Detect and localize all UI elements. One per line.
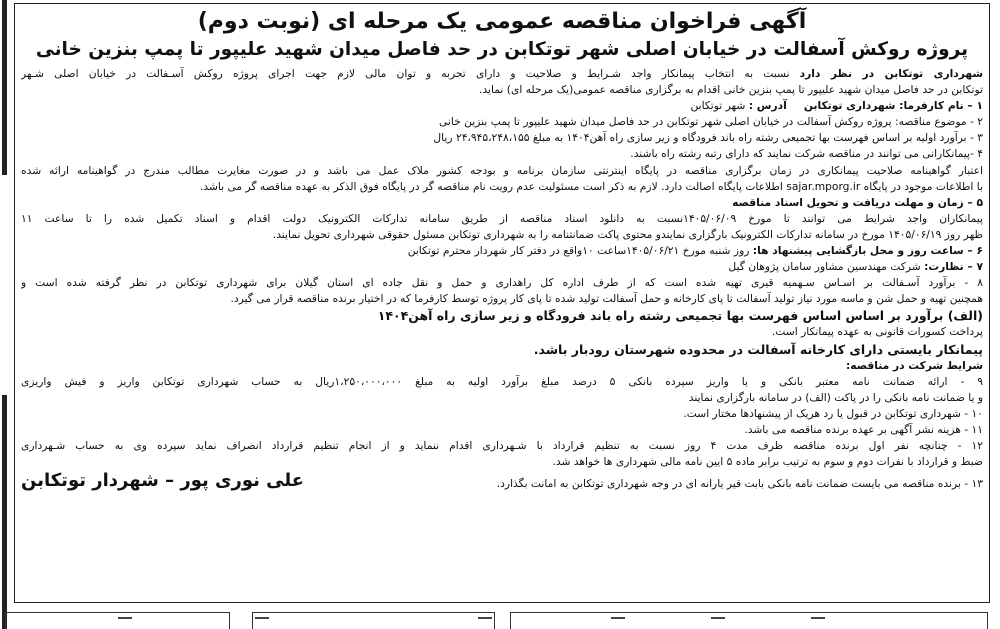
employer-label: ۱ – نام کارفرما: شهرداری توتکابن <box>803 99 983 113</box>
notice-frame <box>14 3 990 603</box>
intro-line-1 <box>21 66 983 82</box>
adjacent-notice-frame <box>510 612 988 629</box>
section6-value: روز شنبه مورخ ۱۴۰۵/۰۶/۲۱ساعت ۱۰واقع در دفتر کار شهردار محترم توتکابن <box>407 244 753 258</box>
condition-9-line-1: ۹ - ارائه ضمانت نامه معتبر بانکی و یا واریز سپرده بانکی ۵ درصد مبلغ برآورد اولیه به مبلغ ۱،۲۵۰،۰۰۰،۰۰۰ریال به حساب شهرداری توتکابن واریز و فیش واریزی <box>21 374 983 388</box>
section8-line-1: ۸ - برآورد آسـفالت بر اسـاس سـهمیه قیری تهیه شده است که از طرف اداره کل راهداری و حمل و نقل جاده ای استان گیلان برای شهرداری توتکابن در نظر گرفته شده است و <box>21 276 983 290</box>
adjacent-notice-edge <box>0 0 12 629</box>
section5-line-2: ظهر روز ۱۴۰۵/۰۶/۱۹ مورخ در سامانه تدارکات الکترونیک بارگزاری نمایندو محتوی پاکت ضمانتنامه را به شهرداری توتکابن مسئول حقوقی شهرداری تحویل نمایند. <box>272 227 983 241</box>
intro-rest: نسبت به انتخاب پیمانکار واجد شـرایط و صلاحیت و دارای تجربه و توان مالی لازم جهت اجرای پروژه روکش آسـفالت در خیابان اصلی شـهر <box>21 67 800 80</box>
address-value: شهر توتکابن <box>690 99 749 113</box>
section5-line-1: پیمانکاران واجد شرایط می توانند تا مورخ ۱۴۰۵/۰۶/۰۹نسبت به دانلود اسناد مناقصه از طریق سامانه تدارکات الکترونیک دولت اقدام و اسناد تکمیل شده را تا ساعت ۱۱ <box>21 211 983 225</box>
validity-line-1: اعتبار گواهینامه صلاحیت پیمانکاری در زمان برگزاری مناقصه در پایگاه اینترنتی سازمان برنامه و بودجه کشور ملاک عمل می باشد و در صورت مغایرت مطالب مندرج در گواهینامه ارائه شده <box>21 163 983 177</box>
signature: علی نوری پور – شهردار توتکابن <box>21 470 305 492</box>
section8-line-2: همچنین تهیه و حمل شن و ماسه مورد نیاز تولید آسفالت تا پای کارخانه و حمل آسفالت تولید شده تا پای کار پروژه توسط کارفرما که در اختیار برنده مناقصه قرار می گیرد. <box>230 292 983 306</box>
address-label: آدرس : <box>748 99 787 113</box>
intro-line-2: توتکابن در حد فاصل میدان شهید علیپور تا پمپ بنزین خانی اقدام به برگزاری مناقصه عمومی(یک مرحله ای) نماید. <box>479 83 983 97</box>
notice-body <box>21 7 983 600</box>
condition-10: ۱۰ - شهرداری توتکابن در قبول یا رد هریک از پیشنهادها مختار است. <box>683 406 983 420</box>
closing-row <box>21 470 983 492</box>
condition-12-line-1: ۱۲ - چنانچه نفر اول برنده مناقصه ظرف مدت ۴ روز نسبت به تنظیم قرارداد با شـهرداری اقدام ننماید و از انجام تنظیم قرارداد انصراف نماید سپرده وی به حساب شـهرداری <box>21 438 983 452</box>
condition-11: ۱۱ - هزینه نشر آگهی بر عهده برنده مناقصه می باشد. <box>744 422 983 436</box>
section7-label: ۷ – نظارت: <box>924 260 983 274</box>
clause-a: (الف) برآورد بر اساس اساس فهرست بها تجمیعی رشته راه باند فرودگاه و زیر سازی راه آهن۱۴۰۴ <box>377 308 983 324</box>
adjacent-border-bottom <box>2 395 7 629</box>
section7-value: شرکت مهندسین مشاور سامان پژوهان گیل <box>728 260 925 274</box>
notice-subtitle: پروژه روکش آسفالت در خیابان اصلی شهر توتکابن در حد فاصل میدان شهید علیپور تا پمپ بنزین خانی <box>35 39 969 60</box>
subject-line: ۲ - موضوع مناقصه: پروژه روکش آسفالت در خیابان اصلی شهر توتکابن در حد فاصل میدان شهید علیپور تا پمپ بنزین خانی <box>439 115 983 129</box>
adjacent-notice-frame <box>252 612 495 629</box>
estimate-line: ۳ - برآورد اولیه بر اساس فهرست بها تجمیعی رشته راه باند فرودگاه و زیر سازی راه آهن۱۴۰۴ به مبلغ ۲۴،۹۴۵،۲۴۸،۱۵۵ ریال <box>433 131 983 145</box>
employer-line <box>21 98 983 114</box>
adjacent-notice-frame <box>5 612 230 629</box>
section7-line <box>21 259 983 275</box>
plant-requirement: پیمانکار بایستی دارای کارخانه آسفالت در محدوده شهرستان رودبار باشد. <box>533 341 983 357</box>
validity-line-2: با اطلاعات موجود در پایگاه sajar.mporg.ir اطلاعات پایگاه اصالت دارد. لازم به ذکر است مسئولیت عدم رویت نام مناقصه گر در پایگاه فوق الذکر به عهده مناقصه گر می باشد. <box>199 179 983 193</box>
notice-title: آگهی فراخوان مناقصه عمومی یک مرحله ای (نوبت دوم) <box>197 9 807 34</box>
condition-9-line-2: و یا ضمانت نامه بانکی را در پاکت (الف) در سامانه بارگزاری نمایند <box>688 390 983 404</box>
adjacent-border-top <box>2 0 7 175</box>
adjacent-notices-bottom <box>0 612 1000 629</box>
condition-13: ۱۳ - برنده مناقصه می بایست ضمانت نامه بانکی بابت قیر یارانه ای در وجه شهرداری توتکابن به امانت بگذارد. <box>496 477 983 491</box>
eligibility-line: ۴ -پیمانکارانی می توانند در مناقصه شرکت نمایند که دارای رتبه رشته راه باشند. <box>630 147 983 161</box>
section6-line <box>21 243 983 259</box>
tax-line: پرداخت کسورات قانونی به عهده پیمانکار است. <box>771 325 983 339</box>
section5-title: ۵ – زمان و مهلت دریافت و تحویل اسناد مناقصه <box>732 195 983 209</box>
section6-label: ۶ – ساعت روز و محل بازگشایی پیشنهاد ها: <box>752 244 983 258</box>
condition-12-line-2: ضبط و قرارداد با نفرات دوم و سوم به ترتیب برابر ماده ۵ ایین نامه مالی شهرداری ها خواهد شد. <box>552 455 983 469</box>
intro-bold: شهرداری توتکابن در نظر دارد <box>799 67 983 80</box>
conditions-title: شرایط شرکت در مناقصه: <box>845 358 983 372</box>
